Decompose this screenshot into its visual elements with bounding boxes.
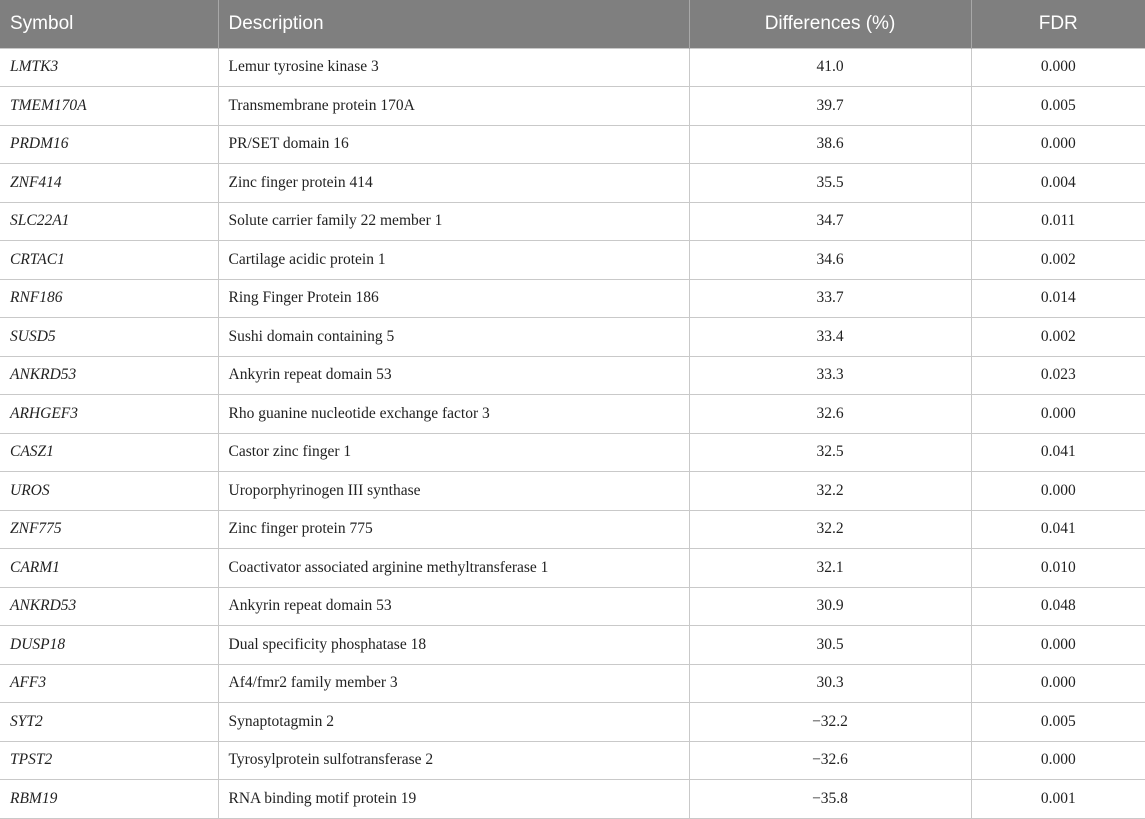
cell-symbol: ARHGEF3 xyxy=(0,395,218,434)
cell-symbol: TMEM170A xyxy=(0,87,218,126)
cell-fdr: 0.000 xyxy=(971,125,1145,164)
table-row xyxy=(0,241,1145,280)
table-row xyxy=(0,472,1145,511)
header-fdr: FDR xyxy=(971,0,1145,48)
table-row xyxy=(0,318,1145,357)
cell-symbol: AFF3 xyxy=(0,664,218,703)
cell-fdr: 0.014 xyxy=(971,279,1145,318)
cell-description: Af4/fmr2 family member 3 xyxy=(218,664,689,703)
cell-description: Tyrosylprotein sulfotransferase 2 xyxy=(218,741,689,780)
header-description: Description xyxy=(218,0,689,48)
table-row xyxy=(0,780,1145,819)
cell-symbol: PRDM16 xyxy=(0,125,218,164)
cell-fdr: 0.004 xyxy=(971,164,1145,203)
table-row xyxy=(0,202,1145,241)
cell-description: Solute carrier family 22 member 1 xyxy=(218,202,689,241)
table-row xyxy=(0,48,1145,87)
cell-description: Ankyrin repeat domain 53 xyxy=(218,587,689,626)
cell-fdr: 0.000 xyxy=(971,48,1145,87)
cell-differences: 33.4 xyxy=(689,318,971,357)
table-row xyxy=(0,664,1145,703)
table-row xyxy=(0,433,1145,472)
cell-differences: 32.6 xyxy=(689,395,971,434)
cell-description: Transmembrane protein 170A xyxy=(218,87,689,126)
cell-description: Ring Finger Protein 186 xyxy=(218,279,689,318)
cell-description: Uroporphyrinogen III synthase xyxy=(218,472,689,511)
cell-description: Dual specificity phosphatase 18 xyxy=(218,626,689,665)
cell-symbol: ZNF775 xyxy=(0,510,218,549)
cell-differences: −32.2 xyxy=(689,703,971,742)
cell-fdr: 0.000 xyxy=(971,626,1145,665)
cell-description: Zinc finger protein 414 xyxy=(218,164,689,203)
cell-differences: 39.7 xyxy=(689,87,971,126)
cell-description: Cartilage acidic protein 1 xyxy=(218,241,689,280)
cell-symbol: UROS xyxy=(0,472,218,511)
cell-symbol: CASZ1 xyxy=(0,433,218,472)
cell-description: RNA binding motif protein 19 xyxy=(218,780,689,819)
cell-description: Rho guanine nucleotide exchange factor 3 xyxy=(218,395,689,434)
table-row xyxy=(0,87,1145,126)
cell-differences: 34.7 xyxy=(689,202,971,241)
cell-symbol: RNF186 xyxy=(0,279,218,318)
cell-symbol: TPST2 xyxy=(0,741,218,780)
cell-symbol: DUSP18 xyxy=(0,626,218,665)
cell-differences: 35.5 xyxy=(689,164,971,203)
cell-differences: 34.6 xyxy=(689,241,971,280)
cell-description: PR/SET domain 16 xyxy=(218,125,689,164)
cell-symbol: ANKRD53 xyxy=(0,356,218,395)
cell-description: Ankyrin repeat domain 53 xyxy=(218,356,689,395)
cell-differences: −32.6 xyxy=(689,741,971,780)
table-header xyxy=(0,0,1145,48)
cell-differences: 32.1 xyxy=(689,549,971,588)
header-symbol: Symbol xyxy=(0,0,218,48)
header-row xyxy=(0,0,1145,48)
cell-fdr: 0.005 xyxy=(971,87,1145,126)
cell-fdr: 0.023 xyxy=(971,356,1145,395)
cell-fdr: 0.000 xyxy=(971,472,1145,511)
cell-symbol: ANKRD53 xyxy=(0,587,218,626)
cell-symbol: ZNF414 xyxy=(0,164,218,203)
table-row xyxy=(0,125,1145,164)
cell-description: Synaptotagmin 2 xyxy=(218,703,689,742)
cell-differences: 33.3 xyxy=(689,356,971,395)
cell-differences: 30.3 xyxy=(689,664,971,703)
cell-fdr: 0.011 xyxy=(971,202,1145,241)
cell-differences: 33.7 xyxy=(689,279,971,318)
cell-fdr: 0.002 xyxy=(971,241,1145,280)
cell-symbol: RBM19 xyxy=(0,780,218,819)
table-body xyxy=(0,48,1145,818)
cell-description: Zinc finger protein 775 xyxy=(218,510,689,549)
cell-differences: 38.6 xyxy=(689,125,971,164)
cell-fdr: 0.005 xyxy=(971,703,1145,742)
table-row xyxy=(0,626,1145,665)
table-row xyxy=(0,279,1145,318)
cell-fdr: 0.000 xyxy=(971,741,1145,780)
cell-differences: 30.9 xyxy=(689,587,971,626)
cell-symbol: CRTAC1 xyxy=(0,241,218,280)
table-row xyxy=(0,549,1145,588)
cell-differences: 32.5 xyxy=(689,433,971,472)
cell-fdr: 0.041 xyxy=(971,510,1145,549)
cell-description: Sushi domain containing 5 xyxy=(218,318,689,357)
cell-fdr: 0.041 xyxy=(971,433,1145,472)
table-row xyxy=(0,741,1145,780)
cell-fdr: 0.000 xyxy=(971,664,1145,703)
cell-description: Lemur tyrosine kinase 3 xyxy=(218,48,689,87)
table-row xyxy=(0,164,1145,203)
cell-symbol: SUSD5 xyxy=(0,318,218,357)
cell-differences: −35.8 xyxy=(689,780,971,819)
table-row xyxy=(0,510,1145,549)
cell-fdr: 0.010 xyxy=(971,549,1145,588)
table-row xyxy=(0,703,1145,742)
cell-symbol: SYT2 xyxy=(0,703,218,742)
cell-fdr: 0.000 xyxy=(971,395,1145,434)
cell-differences: 30.5 xyxy=(689,626,971,665)
table-row xyxy=(0,395,1145,434)
cell-differences: 41.0 xyxy=(689,48,971,87)
cell-symbol: SLC22A1 xyxy=(0,202,218,241)
cell-fdr: 0.048 xyxy=(971,587,1145,626)
cell-fdr: 0.002 xyxy=(971,318,1145,357)
table-row xyxy=(0,587,1145,626)
header-differences: Differences (%) xyxy=(689,0,971,48)
cell-symbol: CARM1 xyxy=(0,549,218,588)
cell-symbol: LMTK3 xyxy=(0,48,218,87)
cell-differences: 32.2 xyxy=(689,510,971,549)
table-row xyxy=(0,356,1145,395)
cell-fdr: 0.001 xyxy=(971,780,1145,819)
cell-differences: 32.2 xyxy=(689,472,971,511)
cell-description: Castor zinc finger 1 xyxy=(218,433,689,472)
cell-description: Coactivator associated arginine methyltransferase 1 xyxy=(218,549,689,588)
